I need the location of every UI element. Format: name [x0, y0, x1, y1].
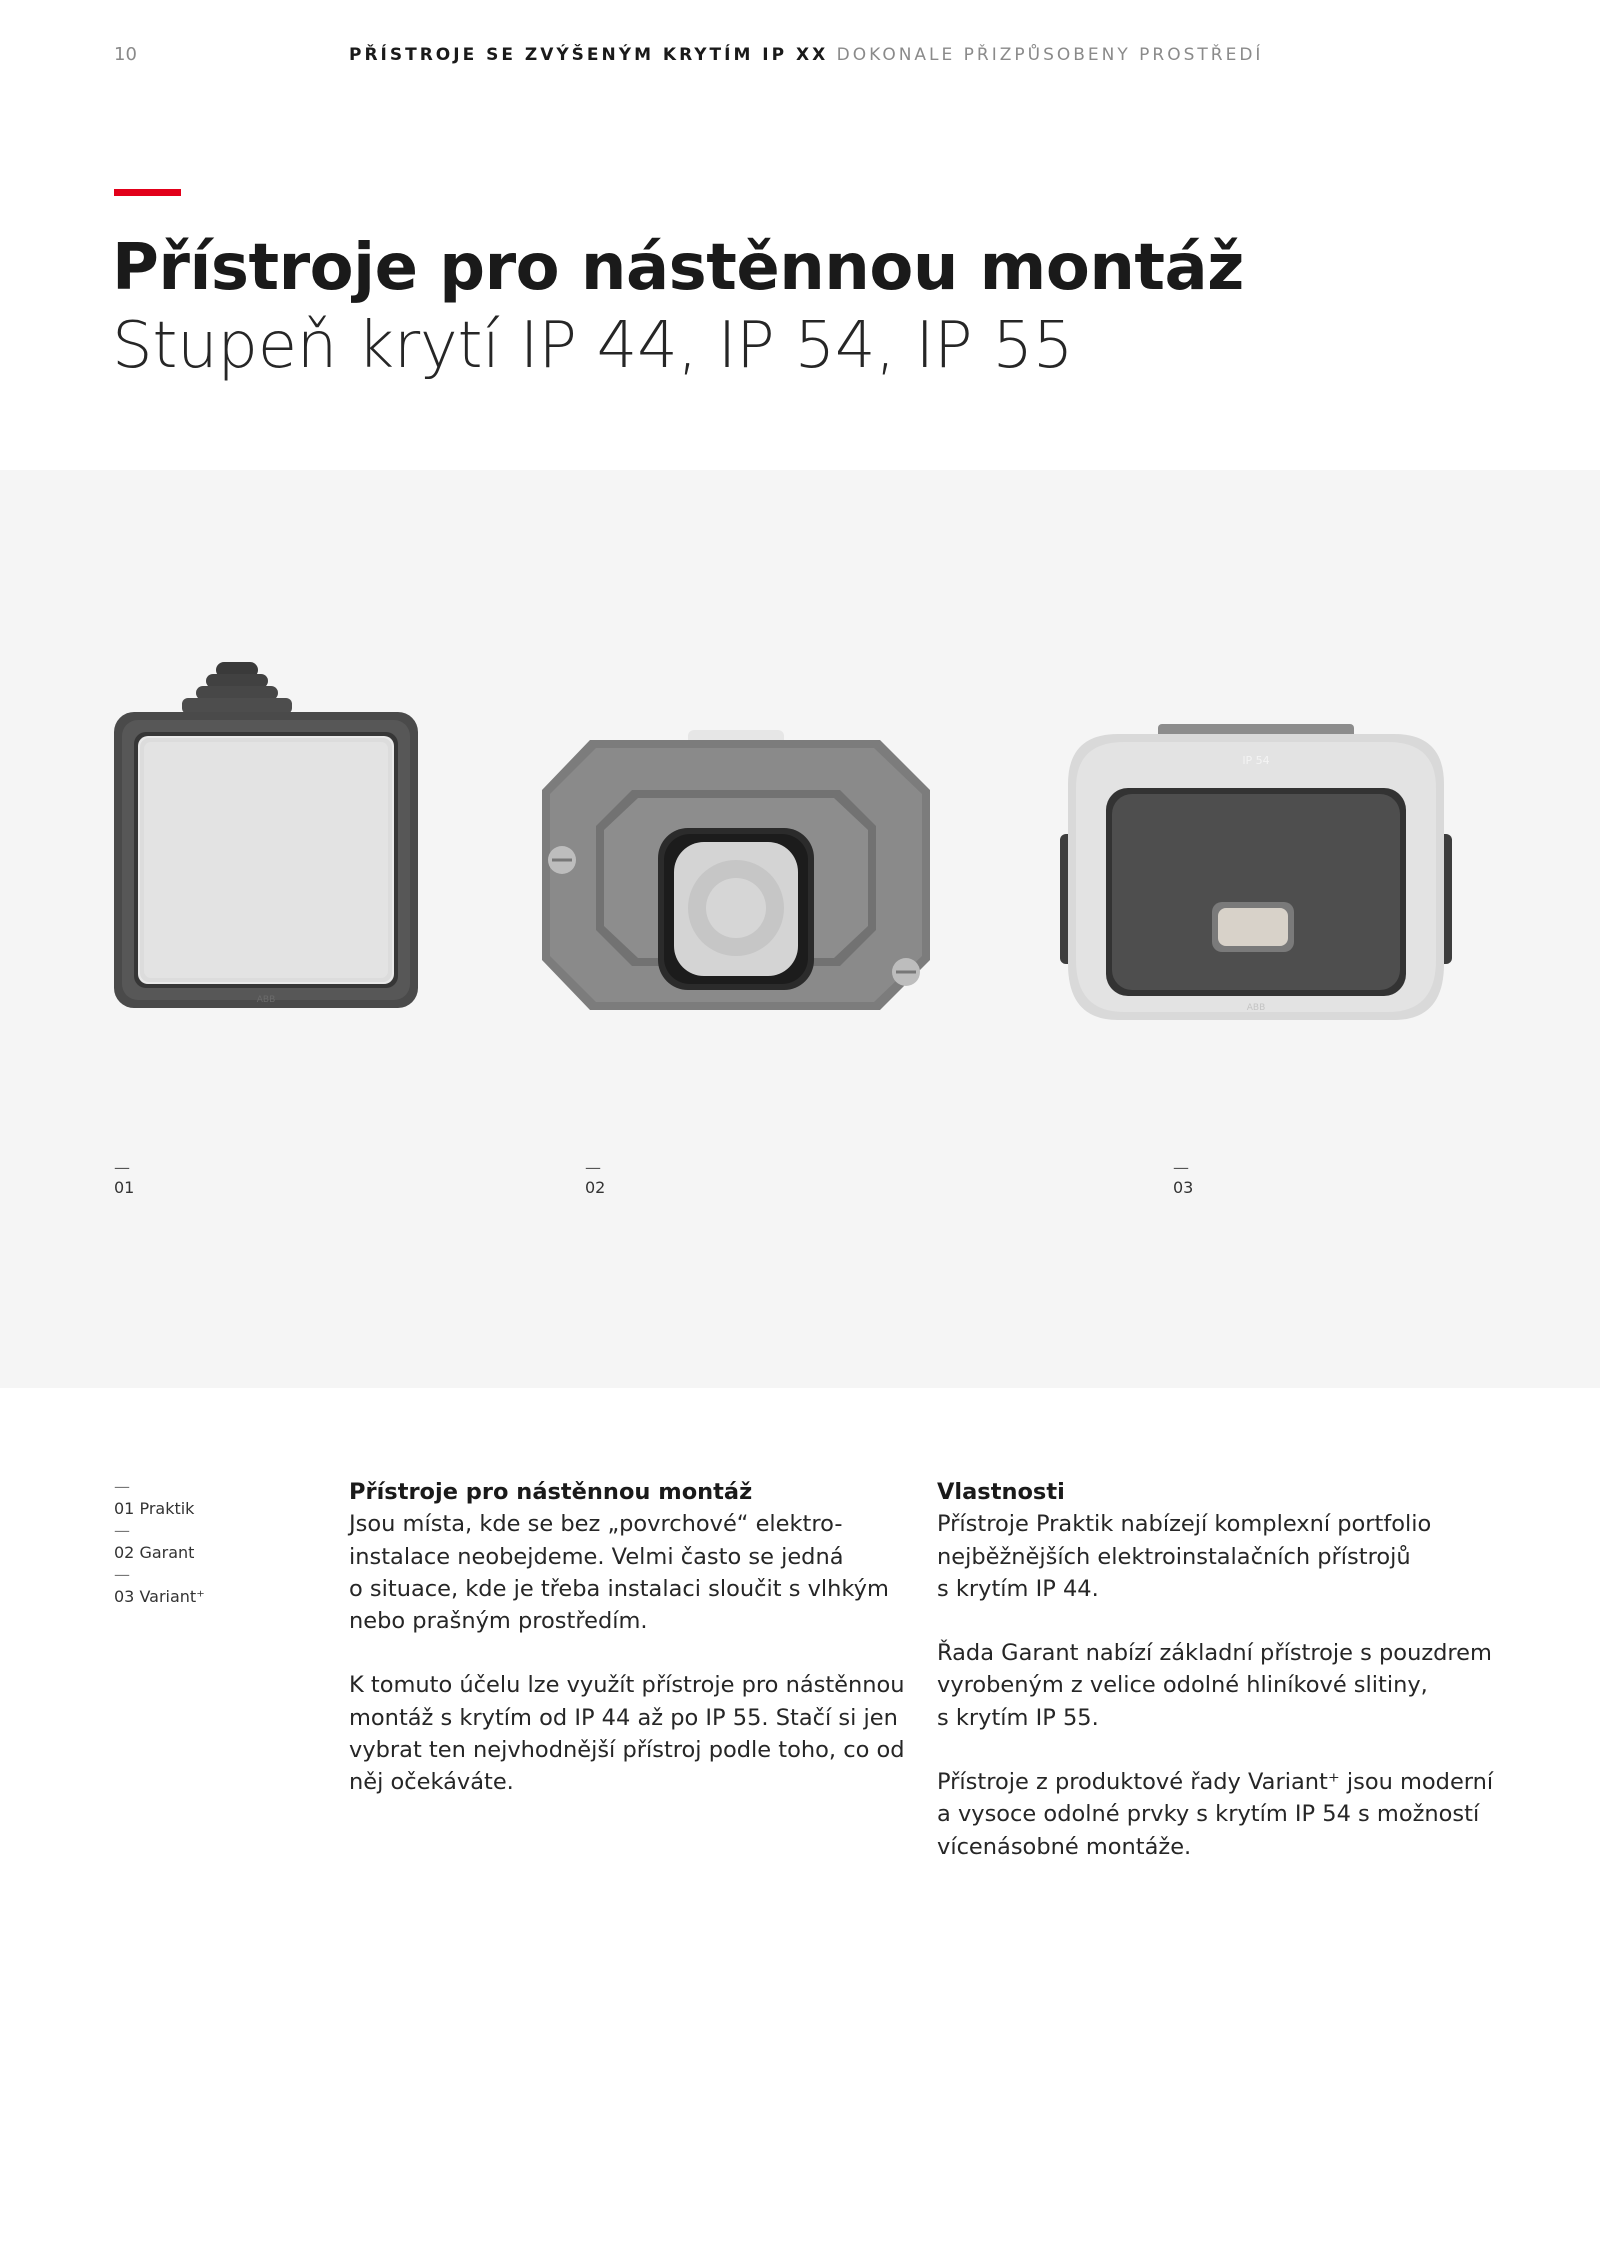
features-paragraph-1: Přístroje Praktik nabízejí komplexní portfolio nejběžnějších elektroinstalačních přístrojů s krytím IP 44. — [937, 1511, 1432, 1602]
intro-heading: Přístroje pro nástěnnou montáž — [349, 1479, 753, 1505]
intro-paragraph-2: K tomuto účelu lze využít přístroje pro nástěnnou montáž s krytím od IP 44 až po IP 55. Stačí si jen vybrat ten nejvhodnější přístroj podle toho, co od něj očekáváte. — [349, 1672, 905, 1796]
features-paragraph-3: Přístroje z produktové řady Variant⁺ jsou moderní a vysoce odolné prvky s krytím IP 54 s možností vícenásobné montáže. — [937, 1769, 1494, 1860]
product-line-list — [114, 1476, 205, 1608]
running-header — [0, 44, 1600, 68]
caption-dash: — — [114, 1158, 130, 1177]
page-number: 10 — [114, 44, 137, 65]
product-logo: ABB — [1246, 1003, 1266, 1013]
product-band — [0, 470, 1600, 1388]
accent-bar — [114, 189, 181, 196]
caption-number: 02 — [585, 1178, 606, 1197]
list-item — [114, 1564, 205, 1608]
list-label: 02 Garant — [114, 1543, 195, 1562]
page-title: Přístroje pro nástěnnou montáž — [112, 231, 1244, 305]
praktik-switch-image — [112, 660, 422, 1010]
section-title — [349, 45, 1263, 65]
caption-dash: — — [1173, 1158, 1189, 1177]
page-subtitle: Stupeň krytí IP 44, IP 54, IP 55 — [112, 309, 1074, 383]
variant-plus-switch-image — [1058, 724, 1454, 1024]
product-logo: ABB — [256, 995, 276, 1005]
product-caption-01 — [114, 1158, 134, 1198]
list-item — [114, 1476, 205, 1520]
intro-paragraph-1: Jsou místa, kde se bez „povrchové“ elektro- instalace neobejdeme. Velmi často se jedná o situace, kde je třeba instalaci sloučit s vlhkým nebo prašným prostředím. — [349, 1511, 889, 1635]
list-label: 01 Praktik — [114, 1499, 195, 1518]
list-label: 03 Variant⁺ — [114, 1587, 205, 1606]
caption-number: 01 — [114, 1178, 135, 1197]
list-dash: — — [114, 1521, 130, 1540]
list-dash: — — [114, 1477, 130, 1496]
features-column — [937, 1476, 1517, 1895]
section-title-light: DOKONALE PŘIZPŮSOBENY PROSTŘEDÍ — [836, 45, 1264, 65]
list-item — [114, 1520, 205, 1564]
product-caption-03 — [1173, 1158, 1193, 1198]
section-title-bold: PŘÍSTROJE SE ZVÝŠENÝM KRYTÍM IP XX — [349, 45, 829, 65]
product-caption-02 — [585, 1158, 605, 1198]
list-dash: — — [114, 1565, 130, 1584]
features-heading: Vlastnosti — [937, 1479, 1065, 1505]
garant-socket-image — [540, 730, 932, 1010]
caption-number: 03 — [1173, 1178, 1194, 1197]
ip-marking: IP 54 — [1242, 754, 1270, 767]
intro-column — [349, 1476, 909, 1831]
features-paragraph-2: Řada Garant nabízí základní přístroje s pouzdrem vyrobeným z velice odolné hliníkové slitiny, s krytím IP 55. — [937, 1640, 1492, 1731]
caption-dash: — — [585, 1158, 601, 1177]
